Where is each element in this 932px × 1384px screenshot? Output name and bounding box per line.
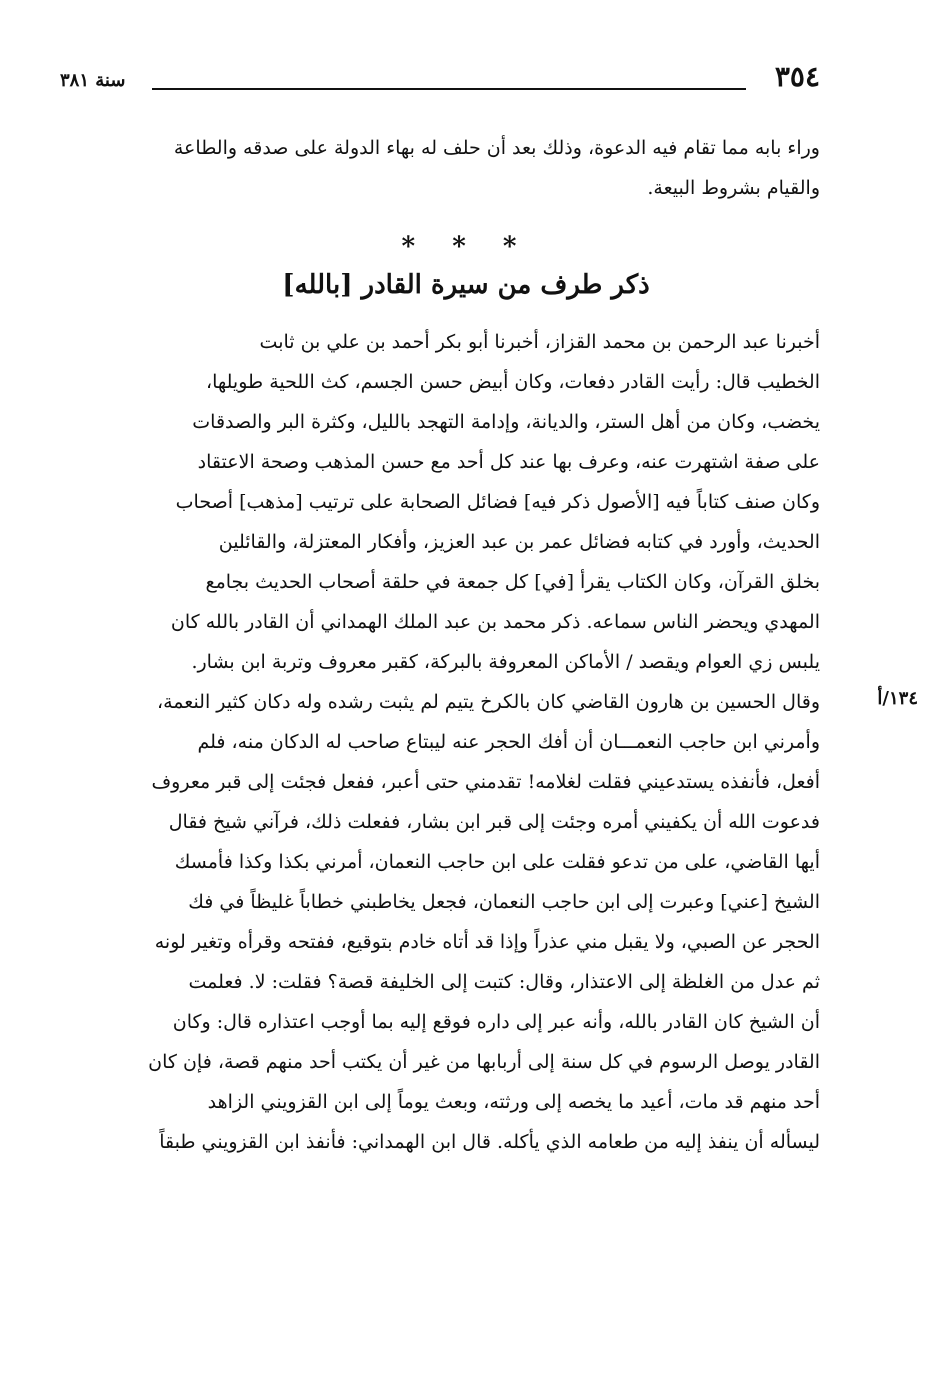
text-line: ثم عدل من الغلظة إلى الاعتذار، وقال: كتبت إلى الخليفة قصة؟ فقلت: لا. فعلمت <box>188 971 820 993</box>
text-line: يخضب، وكان من أهل الستر، والديانة، وإدامة التهجد بالليل، وكثرة البر والصدقات <box>192 411 820 433</box>
text-line: فدعوت الله أن يكفيني أمره وجئت إلى قبر ابن بشار، ففعلت ذلك، فرآني شيخ فقال <box>168 811 820 833</box>
section-separator: * * * <box>401 232 531 262</box>
page-number: ٣٥٤ <box>774 60 820 93</box>
text-line: أحد منهم قد مات، أعيد ما يخصه إلى ورثته، وبعث يوماً إلى ابن القزويني الزاهد <box>207 1091 820 1113</box>
intro-paragraph <box>68 128 820 208</box>
text-line: بخلق القرآن، وكان الكتاب يقرأ [في] كل جمعة في حلقة أصحاب الحديث بجامع <box>205 571 820 593</box>
manuscript-folio-note: ١٣٤/أ <box>877 688 918 709</box>
text-line: المهدي ويحضر الناس سماعه. ذكر محمد بن عبد الملك الهمداني أن القادر بالله كان <box>170 611 820 633</box>
text-line: أن الشيخ كان القادر بالله، وأنه عبر إلى داره فوقع إليه بما أوجب اعتذاره قال: وكان <box>172 1011 820 1033</box>
header-rule <box>152 88 746 90</box>
text-line: الحديث، وأورد في كتابه فضائل عمر بن عبد العزيز، وأفكار المعتزلة، والقائلين <box>218 531 820 553</box>
text-line: يلبس زي العوام ويقصد / الأماكن المعروفة بالبركة، كقبر معروف وتربة ابن بشار. <box>191 651 820 673</box>
page-header <box>60 60 820 100</box>
text-line: الشيخ [عني] وعبرت إلى ابن حاجب النعمان، فجعل يخاطبني خطاباً غليظاً في فك <box>188 891 820 913</box>
running-head: سنة ٣٨١ <box>60 70 126 91</box>
text-line: وكان صنف كتاباً فيه [الأصول ذكر فيه] فضائل الصحابة على ترتيب [مذهب] أصحاب <box>175 491 820 513</box>
text-line: الخطيب قال: رأيت القادر دفعات، وكان أبيض حسن الجسم، كث اللحية طويلها، <box>205 371 820 393</box>
text-line: الحجر عن الصبي، ولا يقبل مني عذراً وإذا قد أتاه خادم بتوقيع، ففتحه وقرأه وتغير لونه <box>154 931 820 953</box>
text-line: ليسأله أن ينفذ إليه من طعامه الذي يأكله. قال ابن الهمداني: فأنفذ ابن القزويني طبقاً <box>159 1131 820 1153</box>
text-line: وراء بابه مما تقام فيه الدعوة، وذلك بعد أن حلف له بهاء الدولة على صدقه والطاعة <box>173 137 820 159</box>
text-line: والقيام بشروط البيعة. <box>647 177 820 199</box>
text-line: أيها القاضي، على من تدعو فقلت على ابن حاجب النعمان، أمرني بكذا وكذا فأمسك <box>174 851 820 873</box>
body-paragraph <box>68 322 820 1162</box>
text-line: على صفة اشتهرت عنه، وعرف بها عند كل أحد مع حسن المذهب وصحة الاعتقاد <box>197 451 820 473</box>
text-line: وقال الحسين بن هارون القاضي كان بالكرخ يتيم لم يثبت رشده وله دكان كثير النعمة، <box>156 691 820 713</box>
text-line: القادر يوصل الرسوم في كل سنة إلى أربابها من غير أن يكتب أحد منهم قصة، فإن كان <box>148 1051 820 1073</box>
section-heading: ذكر طرف من سيرة القادر [بالله] <box>282 270 650 300</box>
text-line: أفعل، فأنفذه يستدعيني فقلت لغلامه! تقدمني حتى أعبر، ففعل فجئت إلى قبر معروف <box>151 771 820 793</box>
text-line: وأمرني ابن حاجب النعمـــان أن أفك الحجر عنه ليبتاع صاحب له الدكان منه، فلم <box>197 731 820 753</box>
text-line: أخبرنا عبد الرحمن بن محمد القزاز، أخبرنا أبو بكر أحمد بن علي بن ثابت <box>259 331 820 353</box>
